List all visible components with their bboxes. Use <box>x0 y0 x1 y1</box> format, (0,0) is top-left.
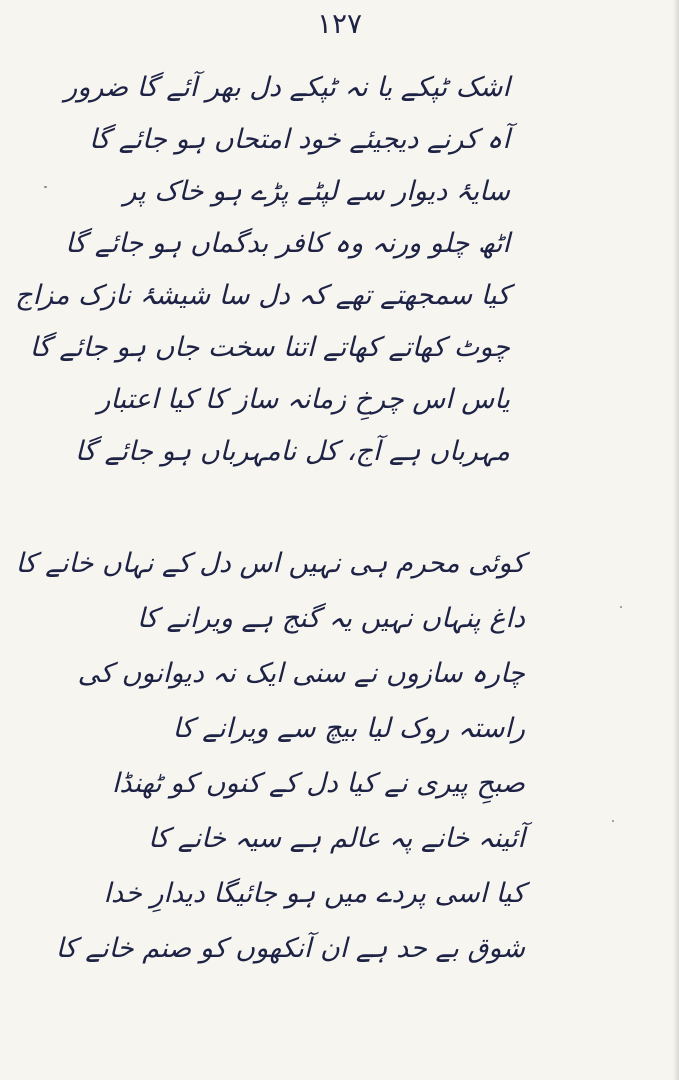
verse-line: یاس اس چرخِ زمانہ ساز کا کیا اعتبار <box>97 384 510 415</box>
verse-line: شوق بے حد ہے ان آنکھوں کو صنم خانے کا <box>55 933 525 964</box>
verse-line: داغ پنہاں نہیں یہ گنج ہے ویرانے کا <box>136 603 525 634</box>
stanza-2 <box>15 536 525 976</box>
verse-line: صبحِ پیری نے کیا دل کے کنوں کو ٹھنڈا <box>111 768 525 799</box>
page-edge-shadow <box>673 0 679 1080</box>
verse-line: کوئی محرم ہی نہیں اس دل کے نہاں خانے کا <box>15 548 525 579</box>
stanza-1 <box>15 62 510 478</box>
verse-line: سایۂ دیوار سے لپٹے پڑے ہو خاک پر <box>123 176 510 207</box>
verse-line: کیا سمجھتے تھے کہ دل سا شیشۂ نازک مزاج <box>15 280 510 311</box>
paper-speck <box>620 606 622 608</box>
paper-speck <box>44 186 47 188</box>
paper-speck <box>612 820 614 822</box>
verse-line: آہ کرنے دیجیئے خود امتحاں ہو جائے گا <box>89 124 510 155</box>
verse-line: اشک ٹپکے یا نہ ٹپکے دل بھر آئے گا ضرور <box>64 72 510 103</box>
page-number: ۱۲۷ <box>316 7 363 40</box>
verse-line: اٹھ چلو ورنہ وہ کافر بدگماں ہو جائے گا <box>65 228 510 259</box>
verse-line: چارہ سازوں نے سنی ایک نہ دیوانوں کی <box>77 658 525 689</box>
verse-line: مہرباں ہے آج، کل نامہرباں ہو جائے گا <box>74 436 510 467</box>
verse-line: کیا اسی پردے میں ہو جائیگا دیدارِ خدا <box>103 878 525 909</box>
verse-line: راستہ روک لیا بیچ سے ویرانے کا <box>172 713 525 744</box>
verse-line: آئینہ خانے پہ عالم ہے سیہ خانے کا <box>148 823 525 854</box>
verse-line: چوٹ کھاتے کھاتے اتنا سخت جاں ہو جائے گا <box>29 332 510 363</box>
